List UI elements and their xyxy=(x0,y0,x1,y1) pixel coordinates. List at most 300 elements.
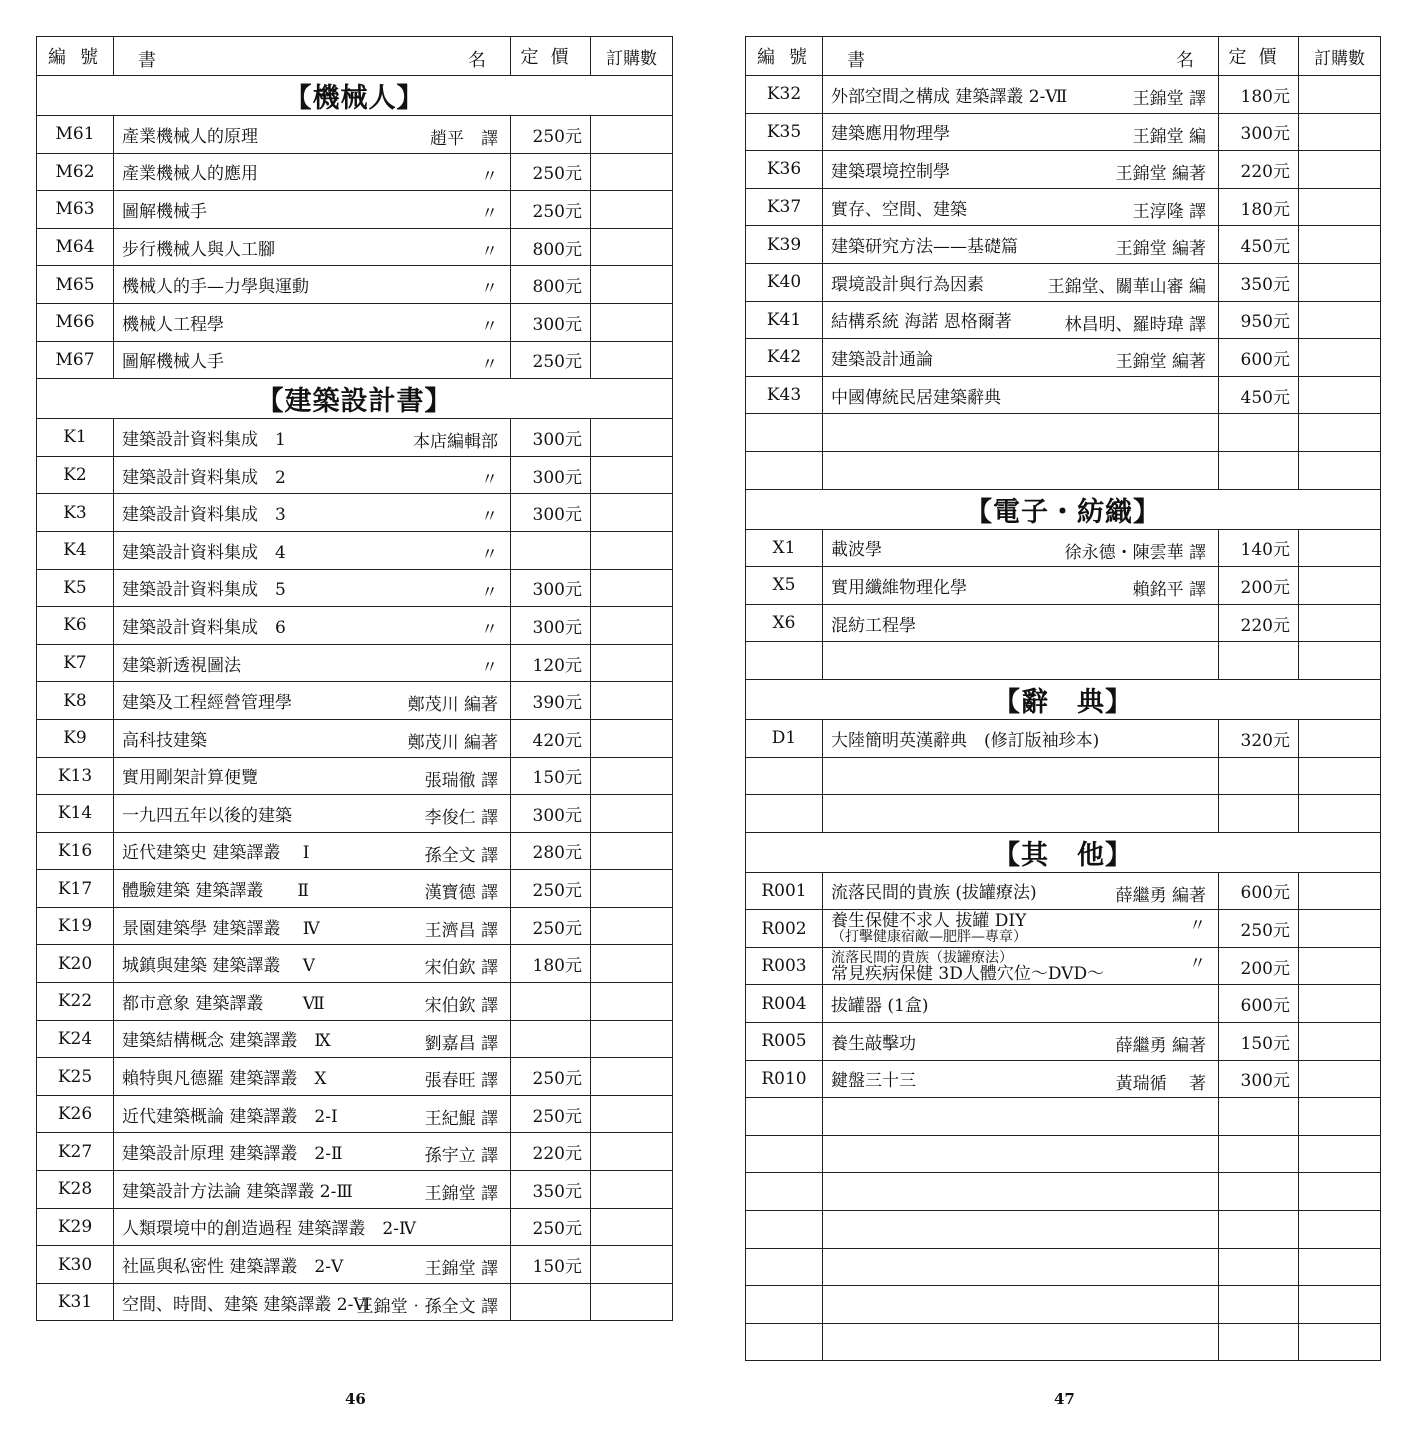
order-qty-cell[interactable] xyxy=(591,419,673,457)
book-price xyxy=(1219,414,1299,452)
table-row xyxy=(746,910,1381,948)
book-title-cell xyxy=(823,947,1219,985)
book-author: 賴銘平 譯 xyxy=(1132,580,1206,601)
book-title: 機械人工程學 xyxy=(122,314,224,335)
order-qty-cell[interactable] xyxy=(591,607,673,645)
book-code xyxy=(746,451,823,489)
book-author: 〃 xyxy=(481,279,498,300)
order-qty-cell[interactable] xyxy=(591,341,673,379)
book-code: M63 xyxy=(37,191,114,229)
header-title-left: 書 xyxy=(847,50,865,71)
book-title-cell xyxy=(823,1098,1219,1136)
book-title-cell xyxy=(823,1248,1219,1286)
book-price: 250元 xyxy=(511,870,591,908)
header-title xyxy=(114,37,511,76)
book-code: X1 xyxy=(746,529,823,567)
order-qty-cell[interactable] xyxy=(1299,985,1381,1023)
book-code: M66 xyxy=(37,303,114,341)
table-row xyxy=(746,1286,1381,1324)
book-author: 〃 xyxy=(481,166,498,187)
book-code: K42 xyxy=(746,339,823,377)
order-qty-cell[interactable] xyxy=(591,569,673,607)
book-title: 環境設計與行為因素 xyxy=(831,274,984,295)
book-title-cell xyxy=(114,945,511,983)
order-qty-cell[interactable] xyxy=(1299,757,1381,795)
book-title: 養生敲擊功 xyxy=(831,1033,916,1054)
book-price: 300元 xyxy=(511,456,591,494)
order-qty-cell[interactable] xyxy=(591,1208,673,1246)
book-title: 體驗建築 建築譯叢 Ⅱ xyxy=(122,881,309,902)
table-row xyxy=(37,569,673,607)
table-row xyxy=(37,1246,673,1284)
book-price xyxy=(511,1283,591,1321)
book-price: 180元 xyxy=(1219,188,1299,226)
order-qty-cell[interactable] xyxy=(591,1095,673,1133)
book-title-cell xyxy=(114,795,511,833)
book-title-cell xyxy=(114,870,511,908)
order-qty-cell[interactable] xyxy=(591,907,673,945)
order-qty-cell[interactable] xyxy=(1299,1211,1381,1249)
order-qty-cell[interactable] xyxy=(591,795,673,833)
book-price: 250元 xyxy=(511,1208,591,1246)
book-pretitle: 流落民間的貴族（拔罐療法） xyxy=(831,949,1013,966)
book-price: 250元 xyxy=(511,907,591,945)
book-code: K41 xyxy=(746,301,823,339)
book-price xyxy=(1219,451,1299,489)
section-title: 【機械人】 xyxy=(37,76,673,116)
book-price: 250元 xyxy=(1219,910,1299,948)
order-qty-cell[interactable] xyxy=(1299,188,1381,226)
section-title: 【辭 典】 xyxy=(746,679,1381,719)
order-qty-cell[interactable] xyxy=(1299,226,1381,264)
book-price: 350元 xyxy=(1219,263,1299,301)
header-code: 編號 xyxy=(746,37,823,76)
order-qty-cell[interactable] xyxy=(591,1283,673,1321)
order-qty-cell[interactable] xyxy=(591,719,673,757)
book-title: 建築設計資料集成 5 xyxy=(122,580,286,601)
header-qty: 訂購數 xyxy=(591,37,673,76)
book-title-cell xyxy=(823,113,1219,151)
book-title-cell xyxy=(823,567,1219,605)
book-title: 建築設計資料集成 1 xyxy=(122,429,286,450)
order-qty-cell[interactable] xyxy=(1299,529,1381,567)
table-row xyxy=(37,531,673,569)
book-code: D1 xyxy=(746,719,823,757)
book-title-cell xyxy=(114,1058,511,1096)
book-price: 200元 xyxy=(1219,947,1299,985)
book-author: 張春旺 譯 xyxy=(424,1071,498,1092)
order-qty-cell[interactable] xyxy=(1299,1323,1381,1361)
book-code: K32 xyxy=(746,76,823,114)
book-title: 建築設計資料集成 3 xyxy=(122,505,286,526)
book-price: 350元 xyxy=(511,1171,591,1209)
book-price: 250元 xyxy=(511,1095,591,1133)
book-price: 250元 xyxy=(511,1058,591,1096)
table-row xyxy=(746,226,1381,264)
table-row xyxy=(37,153,673,191)
book-price: 300元 xyxy=(511,419,591,457)
table-row xyxy=(37,494,673,532)
section-title: 【其 他】 xyxy=(746,832,1381,872)
book-title: 建築設計通論 xyxy=(831,349,933,370)
table-row xyxy=(37,1171,673,1209)
book-price: 220元 xyxy=(1219,151,1299,189)
book-author: 〃 xyxy=(481,657,498,678)
table-row xyxy=(37,719,673,757)
book-price: 300元 xyxy=(511,494,591,532)
book-title-cell xyxy=(823,1173,1219,1211)
order-qty-cell[interactable] xyxy=(591,870,673,908)
table-row xyxy=(746,1248,1381,1286)
book-code: M61 xyxy=(37,116,114,154)
book-price: 280元 xyxy=(511,832,591,870)
book-title-cell xyxy=(823,529,1219,567)
book-title-cell xyxy=(114,153,511,191)
book-price: 320元 xyxy=(1219,719,1299,757)
book-title-cell xyxy=(823,1060,1219,1098)
order-qty-cell[interactable] xyxy=(591,682,673,720)
book-title-cell xyxy=(114,1095,511,1133)
book-title: 建築設計資料集成 2 xyxy=(122,467,286,488)
section-row xyxy=(746,832,1381,872)
book-title: 拔罐器 (1盒) xyxy=(831,996,929,1017)
table-row xyxy=(746,1135,1381,1173)
right-page xyxy=(745,36,1381,1361)
book-code: K19 xyxy=(37,907,114,945)
book-author: 王錦堂 編著 xyxy=(1115,352,1206,373)
book-title-cell xyxy=(114,832,511,870)
table-row xyxy=(746,604,1381,642)
order-qty-cell[interactable] xyxy=(591,1058,673,1096)
book-price xyxy=(1219,1211,1299,1249)
book-code: M65 xyxy=(37,266,114,304)
book-title: 實用剛架計算便覽 xyxy=(122,768,258,789)
book-author: 王錦堂 譯 xyxy=(424,1259,498,1280)
book-title: 載波學 xyxy=(831,540,882,561)
order-qty-cell[interactable] xyxy=(1299,1135,1381,1173)
book-code: K20 xyxy=(37,945,114,983)
order-qty-cell[interactable] xyxy=(1299,567,1381,605)
order-qty-cell[interactable] xyxy=(591,266,673,304)
book-code xyxy=(746,1135,823,1173)
book-title-cell xyxy=(114,341,511,379)
book-title-cell xyxy=(114,983,511,1021)
book-code: M62 xyxy=(37,153,114,191)
book-price: 300元 xyxy=(1219,113,1299,151)
book-author: 〃 xyxy=(481,354,498,375)
book-code xyxy=(746,1286,823,1324)
book-code: K6 xyxy=(37,607,114,645)
book-author: 〃 xyxy=(481,204,498,225)
book-title: 建築環境控制學 xyxy=(831,161,950,182)
book-title-cell xyxy=(114,303,511,341)
book-code xyxy=(746,1211,823,1249)
section-row xyxy=(37,379,673,419)
table-row xyxy=(746,795,1381,833)
book-author: 孫全文 譯 xyxy=(424,845,498,866)
book-title: 建築研究方法——基礎篇 xyxy=(831,237,1018,258)
book-title: 人類環境中的創造過程 建築譯叢 2-Ⅳ xyxy=(122,1219,416,1240)
book-code xyxy=(746,1248,823,1286)
book-author: 張瑞徹 譯 xyxy=(424,770,498,791)
table-row xyxy=(37,1095,673,1133)
book-author: 鄭茂川 編著 xyxy=(407,695,498,716)
book-price xyxy=(1219,1323,1299,1361)
table-row xyxy=(746,451,1381,489)
book-title-cell xyxy=(114,531,511,569)
table-row xyxy=(37,757,673,795)
book-code: K36 xyxy=(746,151,823,189)
book-title-cell xyxy=(114,419,511,457)
book-title: 養生保健不求人 拔罐 DIY xyxy=(831,911,1027,932)
order-qty-cell[interactable] xyxy=(591,494,673,532)
book-code: K8 xyxy=(37,682,114,720)
book-author: 劉嘉昌 譯 xyxy=(424,1033,498,1054)
book-title: 常見疾病保健 3D人體穴位～DVD～ xyxy=(831,963,1105,984)
book-price: 250元 xyxy=(511,191,591,229)
book-author: 王紀鯤 譯 xyxy=(424,1108,498,1129)
book-title-cell xyxy=(114,757,511,795)
book-code: K26 xyxy=(37,1095,114,1133)
header-qty: 訂購數 xyxy=(1299,37,1381,76)
book-price xyxy=(1219,1248,1299,1286)
order-qty-cell[interactable] xyxy=(1299,719,1381,757)
book-title-cell xyxy=(823,719,1219,757)
book-title-cell xyxy=(114,682,511,720)
table-row xyxy=(37,341,673,379)
order-qty-cell[interactable] xyxy=(1299,872,1381,910)
book-price: 600元 xyxy=(1219,339,1299,377)
book-price: 150元 xyxy=(511,757,591,795)
book-author: 〃 xyxy=(481,620,498,641)
book-price: 300元 xyxy=(511,569,591,607)
book-title-cell xyxy=(823,604,1219,642)
book-code: R005 xyxy=(746,1023,823,1061)
book-title-cell xyxy=(823,151,1219,189)
order-qty-cell[interactable] xyxy=(1299,910,1381,948)
header-code: 編號 xyxy=(37,37,114,76)
table-row xyxy=(37,116,673,154)
book-author: 本店編輯部 xyxy=(413,432,498,453)
book-author: 王錦堂、關華山審 編 xyxy=(1047,276,1206,297)
order-qty-cell[interactable] xyxy=(1299,1248,1381,1286)
table-row xyxy=(746,1060,1381,1098)
book-code: K5 xyxy=(37,569,114,607)
book-title: 實用纖維物理化學 xyxy=(831,577,967,598)
book-title-cell xyxy=(823,985,1219,1023)
order-qty-cell[interactable] xyxy=(591,832,673,870)
book-title-cell xyxy=(823,451,1219,489)
book-title-cell xyxy=(823,414,1219,452)
book-title-cell xyxy=(114,1171,511,1209)
order-qty-cell[interactable] xyxy=(591,191,673,229)
order-qty-cell[interactable] xyxy=(1299,263,1381,301)
book-title-cell xyxy=(823,795,1219,833)
order-qty-cell[interactable] xyxy=(1299,604,1381,642)
table-row xyxy=(37,456,673,494)
order-qty-cell[interactable] xyxy=(591,531,673,569)
book-title-cell xyxy=(114,191,511,229)
order-qty-cell[interactable] xyxy=(1299,1098,1381,1136)
section-row xyxy=(746,679,1381,719)
book-title: 景園建築學 建築譯叢 Ⅳ xyxy=(122,918,320,939)
table-row xyxy=(746,113,1381,151)
book-author: 王錦堂 編著 xyxy=(1115,239,1206,260)
table-row xyxy=(746,301,1381,339)
book-price xyxy=(1219,1173,1299,1211)
order-qty-cell[interactable] xyxy=(1299,1023,1381,1061)
order-qty-cell[interactable] xyxy=(1299,642,1381,680)
order-qty-cell[interactable] xyxy=(591,983,673,1021)
table-row xyxy=(37,644,673,682)
table-row xyxy=(37,795,673,833)
book-code xyxy=(746,642,823,680)
table-row xyxy=(746,339,1381,377)
order-qty-cell[interactable] xyxy=(1299,947,1381,985)
book-title-cell xyxy=(823,301,1219,339)
book-code: K9 xyxy=(37,719,114,757)
book-title: 流落民間的貴族 (拔罐療法) xyxy=(831,883,1037,904)
book-title-cell xyxy=(114,494,511,532)
book-code: K35 xyxy=(746,113,823,151)
section-title: 【建築設計書】 xyxy=(37,379,673,419)
book-title-cell xyxy=(114,456,511,494)
order-qty-cell[interactable] xyxy=(1299,1286,1381,1324)
order-qty-cell[interactable] xyxy=(591,757,673,795)
book-author: 〃 xyxy=(1189,953,1206,974)
book-title: 產業機械人的應用 xyxy=(122,164,258,185)
order-qty-cell[interactable] xyxy=(1299,376,1381,414)
book-price: 450元 xyxy=(1219,226,1299,264)
section-row xyxy=(37,76,673,116)
book-subtitle: （打擊健康宿敵—肥胖—專章） xyxy=(831,929,1027,946)
book-title-cell xyxy=(823,188,1219,226)
book-title-cell xyxy=(114,1208,511,1246)
book-title: 建築設計資料集成 4 xyxy=(122,542,286,563)
book-price: 250元 xyxy=(511,341,591,379)
book-code: K43 xyxy=(746,376,823,414)
book-title: 建築設計方法論 建築譯叢 2-Ⅲ xyxy=(122,1181,353,1202)
book-title: 圖解機械手 xyxy=(122,201,207,222)
order-qty-cell[interactable] xyxy=(591,1171,673,1209)
book-price: 600元 xyxy=(1219,985,1299,1023)
book-price: 420元 xyxy=(511,719,591,757)
book-code: X6 xyxy=(746,604,823,642)
book-code: K7 xyxy=(37,644,114,682)
book-title: 外部空間之構成 建築譯叢 2-Ⅶ xyxy=(831,86,1068,107)
book-code: K14 xyxy=(37,795,114,833)
order-qty-cell[interactable] xyxy=(1299,113,1381,151)
book-author: 〃 xyxy=(481,544,498,565)
order-qty-cell[interactable] xyxy=(591,456,673,494)
book-code: K29 xyxy=(37,1208,114,1246)
section-title: 【電子・紡織】 xyxy=(746,489,1381,529)
book-price: 300元 xyxy=(511,607,591,645)
book-price: 200元 xyxy=(1219,567,1299,605)
table-row xyxy=(746,188,1381,226)
order-qty-cell[interactable] xyxy=(1299,414,1381,452)
book-code: K22 xyxy=(37,983,114,1021)
book-author: 王錦堂 編著 xyxy=(1115,164,1206,185)
table-row xyxy=(37,228,673,266)
table-row xyxy=(37,266,673,304)
book-author: 宋伯欽 譯 xyxy=(424,996,498,1017)
order-qty-cell[interactable] xyxy=(1299,301,1381,339)
book-author: 〃 xyxy=(481,582,498,603)
table-row xyxy=(746,1323,1381,1361)
order-qty-cell[interactable] xyxy=(1299,76,1381,114)
book-title-cell xyxy=(823,872,1219,910)
book-title: 一九四五年以後的建築 xyxy=(122,805,292,826)
book-title: 高科技建築 xyxy=(122,730,207,751)
book-code: R003 xyxy=(746,947,823,985)
table-row xyxy=(37,303,673,341)
table-row xyxy=(37,682,673,720)
book-price xyxy=(1219,757,1299,795)
table-row xyxy=(746,642,1381,680)
table-row xyxy=(37,419,673,457)
order-qty-cell[interactable] xyxy=(1299,795,1381,833)
book-price: 390元 xyxy=(511,682,591,720)
table-row xyxy=(746,719,1381,757)
book-code: K39 xyxy=(746,226,823,264)
book-title-cell xyxy=(823,1023,1219,1061)
order-qty-cell[interactable] xyxy=(1299,451,1381,489)
table-row xyxy=(746,757,1381,795)
table-row xyxy=(37,983,673,1021)
book-code: K40 xyxy=(746,263,823,301)
header-title-right: 名 xyxy=(1176,50,1194,71)
header-price: 定價 xyxy=(511,37,591,76)
book-title: 城鎮與建築 建築譯叢 Ⅴ xyxy=(122,956,316,977)
book-title-cell xyxy=(823,76,1219,114)
book-author: 薛繼勇 編著 xyxy=(1115,885,1206,906)
book-price: 220元 xyxy=(1219,604,1299,642)
order-qty-cell[interactable] xyxy=(591,303,673,341)
book-title-cell xyxy=(114,719,511,757)
header-title-right: 名 xyxy=(468,50,486,71)
book-author: 王錦堂 編 xyxy=(1132,126,1206,147)
book-price: 250元 xyxy=(511,116,591,154)
book-code: K30 xyxy=(37,1246,114,1284)
book-author: 〃 xyxy=(481,241,498,262)
order-qty-cell[interactable] xyxy=(591,1133,673,1171)
header-title-left: 書 xyxy=(138,50,156,71)
order-qty-cell[interactable] xyxy=(1299,151,1381,189)
order-qty-cell[interactable] xyxy=(591,644,673,682)
order-qty-cell[interactable] xyxy=(591,153,673,191)
book-author: 漢寶德 譯 xyxy=(424,883,498,904)
order-qty-cell[interactable] xyxy=(591,228,673,266)
table-row xyxy=(37,607,673,645)
book-code: K1 xyxy=(37,419,114,457)
order-qty-cell[interactable] xyxy=(1299,1060,1381,1098)
order-qty-cell[interactable] xyxy=(591,116,673,154)
order-qty-cell[interactable] xyxy=(591,945,673,983)
order-qty-cell[interactable] xyxy=(1299,339,1381,377)
book-title: 賴特與凡德羅 建築譯叢 Ⅹ xyxy=(122,1069,327,1090)
book-code: K37 xyxy=(746,188,823,226)
book-author: 黃瑞循 著 xyxy=(1115,1073,1206,1094)
order-qty-cell[interactable] xyxy=(1299,1173,1381,1211)
book-code: M67 xyxy=(37,341,114,379)
book-price: 600元 xyxy=(1219,872,1299,910)
order-qty-cell[interactable] xyxy=(591,1020,673,1058)
book-code xyxy=(746,757,823,795)
order-qty-cell[interactable] xyxy=(591,1246,673,1284)
book-title-cell xyxy=(114,116,511,154)
table-header xyxy=(37,37,673,76)
